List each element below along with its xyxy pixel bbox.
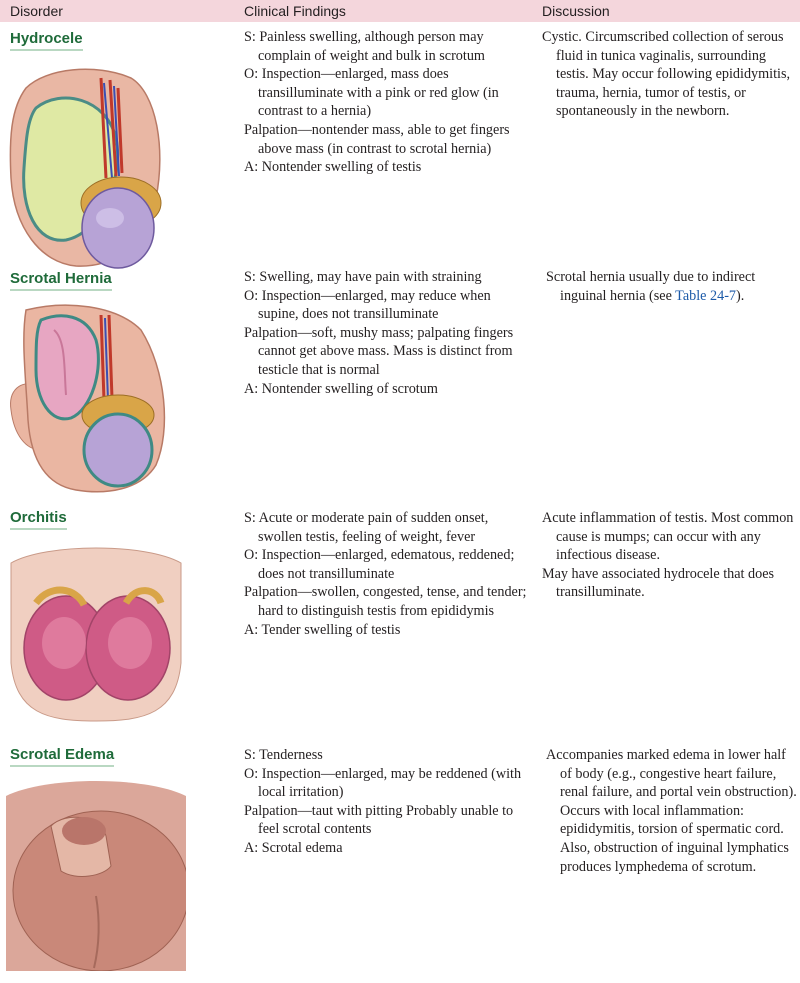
disorder-title: Scrotal Edema (10, 746, 115, 763)
clinical-findings: S: Swelling, may have pain with straining O: Inspection—enlarged, may reduce when supine, does not transilluminate Palpation—soft, mushy mass; palpating fingers cannot get above mass. Mass is distinct from testicle that is normal A: Nontender swelling of scrotum (244, 269, 514, 397)
table-row (0, 22, 800, 258)
clinical-findings: S: Acute or moderate pain of sudden onset, swollen testis, feeling of weight, fever O: Inspection—enlarged, edematous, reddened; does not transilluminate Palpation—swollen, congested, tense, and tender; hard to distinguish testis from epididymis A: Tender swelling of testis (244, 510, 527, 638)
table-row (0, 503, 800, 733)
table-row (0, 740, 800, 983)
discussion: Cystic. Circumscribed collection of serous fluid in tunica vaginalis, surrounding testis. May occur following epididymitis, trauma, hernia, tumor of testis, or spontaneously in the newborn. (542, 29, 791, 120)
header-disorder: Disorder (10, 3, 63, 19)
table-row (0, 262, 800, 490)
disorder-title: Orchitis (10, 509, 67, 526)
disorder-title: Scrotal Hernia (10, 270, 112, 287)
header-discussion: Discussion (542, 3, 610, 19)
discussion: Acute inflammation of testis. Most common cause is mumps; can occur with any infectious disease. May have associated hydrocele that does transilluminate. (542, 510, 794, 601)
discussion: Scrotal hernia usually due to indirect inguinal hernia (see Table 24-7). (546, 269, 756, 304)
clinical-findings: S: Painless swelling, although person may complain of weight and bulk in scrotum O: Inspection—enlarged, mass does transilluminate with a pink or red glow (in contrast to a hernia) Palpation—nontender mass, able to get fingers above mass (in contrast to scrotal hernia) A: Nontender swelling of testis (244, 29, 510, 176)
disorder-title: Hydrocele (10, 30, 83, 47)
scrotal-hernia-illustration (6, 300, 176, 495)
table-header (0, 0, 800, 22)
table-24-7-link[interactable]: Table 24-7 (675, 287, 737, 304)
header-clinical-findings: Clinical Findings (244, 3, 346, 19)
scrotal-edema-illustration (6, 776, 186, 971)
discussion: Accompanies marked edema in lower half of body (e.g., congestive heart failure, renal failure, and portal vein obstruction). Occurs with local inflammation: epididymitis, torsion of spermatic cord. Also, obstruction of inguinal lymphatics produces lymphedema of scrotum. (546, 747, 797, 875)
clinical-findings: S: Tenderness O: Inspection—enlarged, may be reddened (with local irritation) Palpation—taut with pitting Probably unable to feel scrotal contents A: Scrotal edema (244, 747, 522, 856)
orchitis-illustration (6, 543, 186, 723)
hydrocele-illustration (6, 58, 176, 273)
